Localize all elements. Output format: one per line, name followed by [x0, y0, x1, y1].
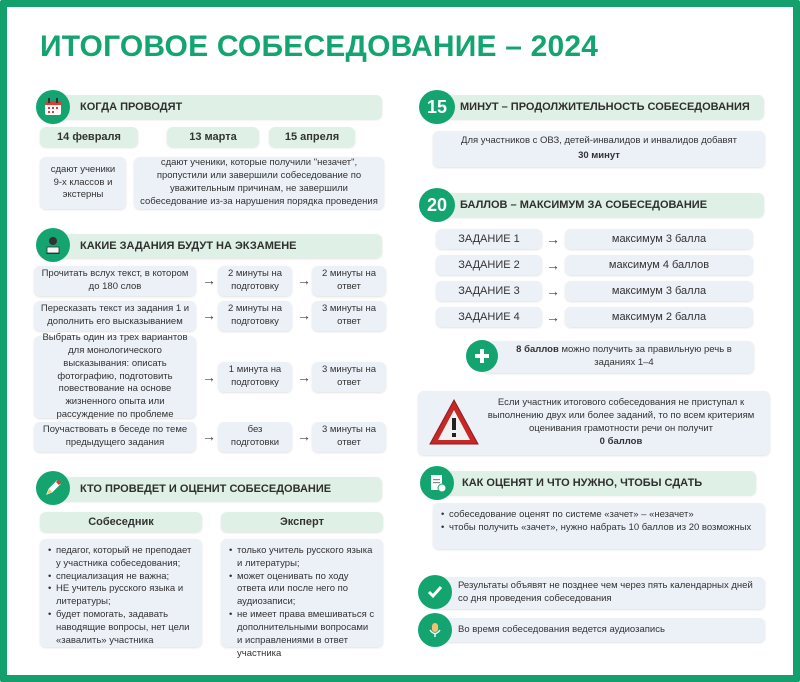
pass-heading: КАК ОЦЕНЯТ И ЧТО НУЖНО, ЧТОБЫ СДАТЬ — [462, 477, 703, 489]
score-heading-bar — [438, 193, 764, 217]
bonus-bold: 8 баллов — [516, 344, 559, 356]
date-apr: 15 апреля — [269, 127, 355, 147]
score-task-2: ЗАДАНИЕ 2 — [436, 255, 542, 275]
when-heading-bar — [50, 95, 382, 119]
warning-bold: 0 баллов — [599, 436, 643, 448]
tasks-heading-bar — [50, 234, 382, 258]
warning-text: Если участник итогового собеседования не приступал к выполнению двух или более заданий, то по всем критериям оценивания грамотности речи он получит — [487, 396, 755, 434]
duration-heading-bar — [438, 95, 764, 119]
duration-note: Для участников с ОВЗ, детей-инвалидов и инвалидов добавят — [461, 135, 737, 147]
results-note: Результаты объявят не позднее чем через пять календарных дней со дня проведения собеседования — [432, 577, 765, 609]
expert-list — [221, 539, 383, 659]
arrow-icon: → — [202, 369, 216, 385]
page-title: ИТОГОВОЕ СОБЕСЕДОВАНИЕ – 2024 — [40, 30, 599, 63]
score-task-1: ЗАДАНИЕ 1 — [436, 229, 542, 249]
tasks-heading: КАКИЕ ЗАДАНИЯ БУДУТ НА ЭКЗАМЕНЕ — [80, 240, 297, 252]
arrow-icon: → — [297, 428, 311, 444]
score-task-3: ЗАДАНИЕ 3 — [436, 281, 542, 301]
duration-number: 15 — [419, 90, 455, 124]
when-heading: КОГДА ПРОВОДЯТ — [80, 101, 183, 113]
retake-description: сдают ученики, которые получили "незачет", пропустили или завершили собеседование по уважительным причинам, не завершили собеседование из-за нарушения порядка проведения — [134, 157, 384, 209]
duration-heading: МИНУТ – ПРОДОЛЖИТЕЛЬНОСТЬ СОБЕСЕДОВАНИЯ — [460, 101, 750, 113]
plus-icon — [466, 340, 498, 372]
bonus-text-wrap — [500, 344, 748, 370]
score-task-4: ЗАДАНИЕ 4 — [436, 307, 542, 327]
date-mar: 13 марта — [167, 127, 259, 147]
document-check-icon — [420, 466, 454, 500]
duration-note-box — [433, 131, 765, 167]
audio-note: Во время собеседования ведется аудиозапись — [432, 618, 765, 642]
arrow-icon: → — [202, 272, 216, 288]
list-item: • будет помогать, задавать наводящие вопросы, нет цели «завалить» участника — [48, 609, 194, 647]
pass-list — [433, 503, 765, 549]
interlocutor-title: Собеседник — [40, 512, 202, 532]
task-row-3-answer: 3 минуты на ответ — [312, 362, 386, 392]
task-row-4-prep: без подготовки — [218, 422, 292, 452]
date-feb: 14 февраля — [40, 127, 138, 147]
task-row-4-answer: 3 минуты на ответ — [312, 422, 386, 452]
list-item: • НЕ учитель русского языка и литературы; — [48, 583, 194, 609]
arrow-icon: → — [546, 283, 560, 299]
warning-icon — [428, 396, 480, 448]
calendar-icon — [36, 90, 70, 124]
score-number: 20 — [419, 188, 455, 222]
task-row-1-text: Прочитать вслух текст, в котором до 180 слов — [34, 266, 196, 296]
student-reading-icon — [36, 228, 70, 262]
task-row-2-answer: 3 минуты на ответ — [312, 301, 386, 331]
arrow-icon: → — [202, 428, 216, 444]
checkmark-icon — [418, 575, 452, 609]
score-max-1: максимум 3 балла — [565, 229, 753, 249]
list-item: • только учитель русского языка и литературы; — [229, 545, 375, 571]
arrow-icon: → — [297, 272, 311, 288]
arrow-icon: → — [546, 309, 560, 325]
arrow-icon: → — [546, 257, 560, 273]
task-row-2-text: Пересказать текст из задания 1 и дополнить его высказыванием — [34, 301, 196, 331]
task-row-1-answer: 2 минуты на ответ — [312, 266, 386, 296]
microphone-icon — [418, 613, 452, 647]
list-item: • чтобы получить «зачет», нужно набрать 10 баллов из 20 возможных — [441, 522, 757, 535]
duration-note-bold: 30 минут — [578, 150, 620, 161]
arrow-icon: → — [546, 231, 560, 247]
list-item: • не имеет права вмешиваться с дополнительными вопросами и исправлениями в ответ участника — [229, 609, 375, 660]
list-item: • может оценивать по ходу ответа или после него по аудиозаписи; — [229, 571, 375, 609]
task-row-1-prep: 2 минуты на подготовку — [218, 266, 292, 296]
score-max-3: максимум 3 балла — [565, 281, 753, 301]
arrow-icon: → — [202, 307, 216, 323]
arrow-icon: → — [297, 369, 311, 385]
who-heading-bar — [50, 477, 382, 501]
bonus-box — [482, 341, 754, 373]
pencil-icon — [36, 471, 70, 505]
interlocutor-list — [40, 539, 202, 647]
score-max-4: максимум 2 балла — [565, 307, 753, 327]
task-row-3-prep: 1 минута на подготовку — [218, 362, 292, 392]
task-row-2-prep: 2 минуты на подготовку — [218, 301, 292, 331]
score-heading: БАЛЛОВ – МАКСИМУМ ЗА СОБЕСЕДОВАНИЕ — [460, 199, 708, 211]
task-row-4-text: Поучаствовать в беседе по теме предыдущего задания — [34, 422, 196, 452]
task-row-3-text: Выбрать один из трех вариантов для монологического высказывания: описать фотографию, подготовить повествование на основе жизненного опыта или рассуждение по проблеме — [34, 336, 196, 418]
list-item: • педагог, который не преподает у участника собеседования; — [48, 545, 194, 571]
pass-heading-bar — [438, 471, 756, 495]
who-heading: КТО ПРОВЕДЕТ И ОЦЕНИТ СОБЕСЕДОВАНИЕ — [80, 483, 332, 495]
list-item: • специализация не важна; — [48, 571, 194, 584]
list-item: • собеседование оценят по системе «зачет» – «незачет» — [441, 509, 757, 522]
feb-description: сдают ученики 9-х классов и экстерны — [40, 157, 126, 209]
arrow-icon: → — [297, 307, 311, 323]
expert-title: Эксперт — [221, 512, 383, 532]
bonus-text: можно получить за правильную речь в заданиях 1–4 — [561, 344, 732, 368]
score-max-2: максимум 4 баллов — [565, 255, 753, 275]
